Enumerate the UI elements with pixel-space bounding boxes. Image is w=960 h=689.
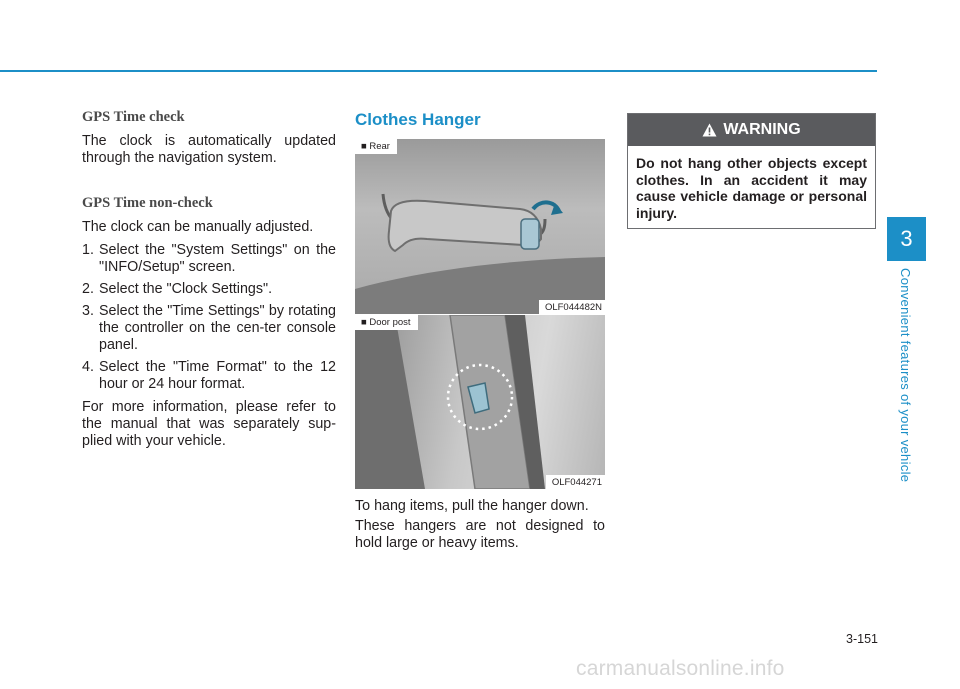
warning-body: Do not hang other objects except clothes. In an accident it may cause vehicle damage or personal injury.: [636, 155, 867, 221]
rear-hanger-figure: [355, 139, 605, 314]
figure-tag: ■ Door post: [355, 315, 418, 330]
watermark: carmanualsonline.info: [576, 657, 785, 680]
list-item: 4. Select the "Time Format" to the 12 hour or 24 hour format.: [82, 359, 336, 392]
list-item: 1. Select the "System Settings" on the "INFO/Setup" screen.: [82, 242, 336, 275]
more-info-text: For more information, please refer to the manual that was separately sup-plied with your vehicle.: [82, 399, 336, 449]
gps-check-title: GPS Time check: [82, 109, 185, 125]
steps-list: [82, 242, 336, 393]
chapter-tab: 3: [887, 217, 926, 261]
header-rule: [0, 70, 877, 72]
caution-text: These hangers are not designed to hold large or heavy items.: [355, 518, 605, 551]
chapter-title: Convenient features of your vehicle: [898, 268, 913, 483]
gps-noncheck-intro: The clock can be manually adjusted.: [82, 219, 314, 235]
gps-noncheck-title: GPS Time non-check: [82, 195, 213, 211]
door-post-illustration: [355, 315, 605, 489]
list-item: 2. Select the "Clock Settings".: [82, 281, 273, 297]
figure-code: OLF044271: [546, 475, 605, 489]
gps-check-text: The clock is automatically updated through the navigation system.: [82, 133, 336, 166]
instruction-text: To hang items, pull the hanger down.: [355, 498, 589, 514]
door-post-hanger-figure: [355, 315, 605, 489]
rear-hanger-illustration: [355, 139, 605, 314]
warning-triangle-icon: [702, 123, 717, 137]
list-item: 3. Select the "Time Settings" by rotating the controller on the cen-ter console panel.: [82, 303, 336, 353]
figure-code: OLF044482N: [539, 300, 605, 314]
page-number: 3-151: [846, 632, 878, 646]
section-heading: Clothes Hanger: [355, 110, 481, 129]
warning-title: WARNING: [723, 121, 801, 138]
left-column: [82, 109, 336, 456]
warning-box: [627, 113, 876, 229]
figure-tag: ■ Rear: [355, 139, 397, 154]
warning-header: [628, 114, 875, 146]
